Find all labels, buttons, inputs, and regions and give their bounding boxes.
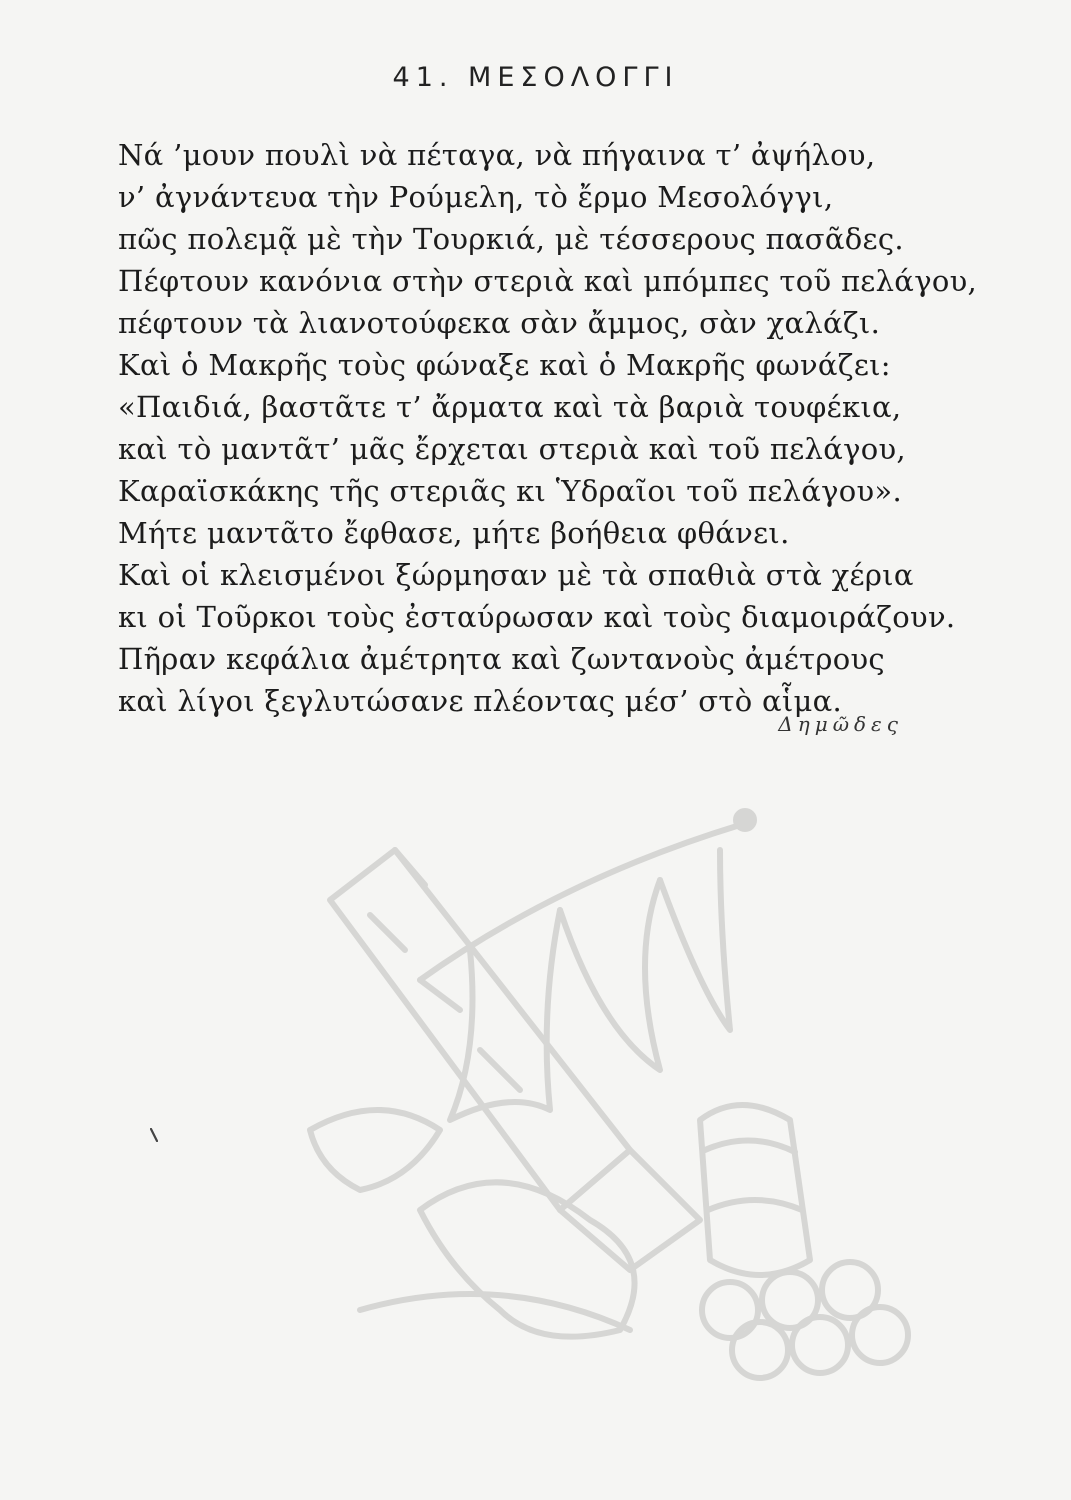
page-title: 41. ΜΕΣΟΛΟΓΓΙ bbox=[392, 62, 679, 93]
verse: ν’ ἀγνάντευα τὴν Ρούμελη, τὸ ἔρμο Μεσολόγγι, bbox=[118, 180, 834, 214]
verse: Μήτε μαντᾶτο ἔφθασε, μήτε βοήθεια φθάνει. bbox=[118, 516, 790, 550]
verse: πέφτουν τὰ λιανοτούφεκα σὰν ἄμμος, σὰν χαλάζι. bbox=[118, 306, 881, 340]
verse: Καὶ ὁ Μακρῆς τοὺς φώναξε καὶ ὁ Μακρῆς φωνάζει: bbox=[118, 348, 891, 382]
verse: «Παιδιά, βαστᾶτε τ’ ἄρματα καὶ τὰ βαριὰ τουφέκια, bbox=[118, 390, 902, 424]
verse: Νά ’μουν πουλὶ νὰ πέταγα, νὰ πήγαινα τ’ ἀψήλου, bbox=[118, 138, 876, 172]
verse: Πέφτουν κανόνια στὴν στεριὰ καὶ μπόμπες τοῦ πελάγου, bbox=[118, 264, 978, 298]
verse: Πῆραν κεφάλια ἀμέτρητα καὶ ζωντανοὺς ἀμέτρους bbox=[118, 642, 885, 676]
verse: Καὶ οἱ κλεισμένοι ξώρμησαν μὲ τὰ σπαθιὰ στὰ χέρια bbox=[118, 558, 914, 592]
verse: κι οἱ Τοῦρκοι τοὺς ἐσταύρωσαν καὶ τοὺς διαμοιράζουν. bbox=[118, 600, 956, 634]
poem bbox=[118, 134, 998, 722]
verse: καὶ τὸ μαντᾶτ’ μᾶς ἔρχεται στεριὰ καὶ τοῦ πελάγου, bbox=[118, 432, 906, 466]
telescope-flag-barrel-cannonballs-vignette bbox=[300, 790, 960, 1410]
ink-speck-icon bbox=[150, 1128, 158, 1142]
verse: πῶς πολεμᾷ μὲ τὴν Τουρκιά, μὲ τέσσερους πασᾶδες. bbox=[118, 222, 904, 256]
attribution: Δημῶδες bbox=[778, 712, 903, 736]
verse: Καραϊσκάκης τῆς στεριᾶς κι Ὑδραῖοι τοῦ πελάγου». bbox=[118, 474, 902, 508]
verse: καὶ λίγοι ξεγλυτώσανε πλέοντας μέσ’ στὸ αἷμα. bbox=[118, 684, 843, 718]
